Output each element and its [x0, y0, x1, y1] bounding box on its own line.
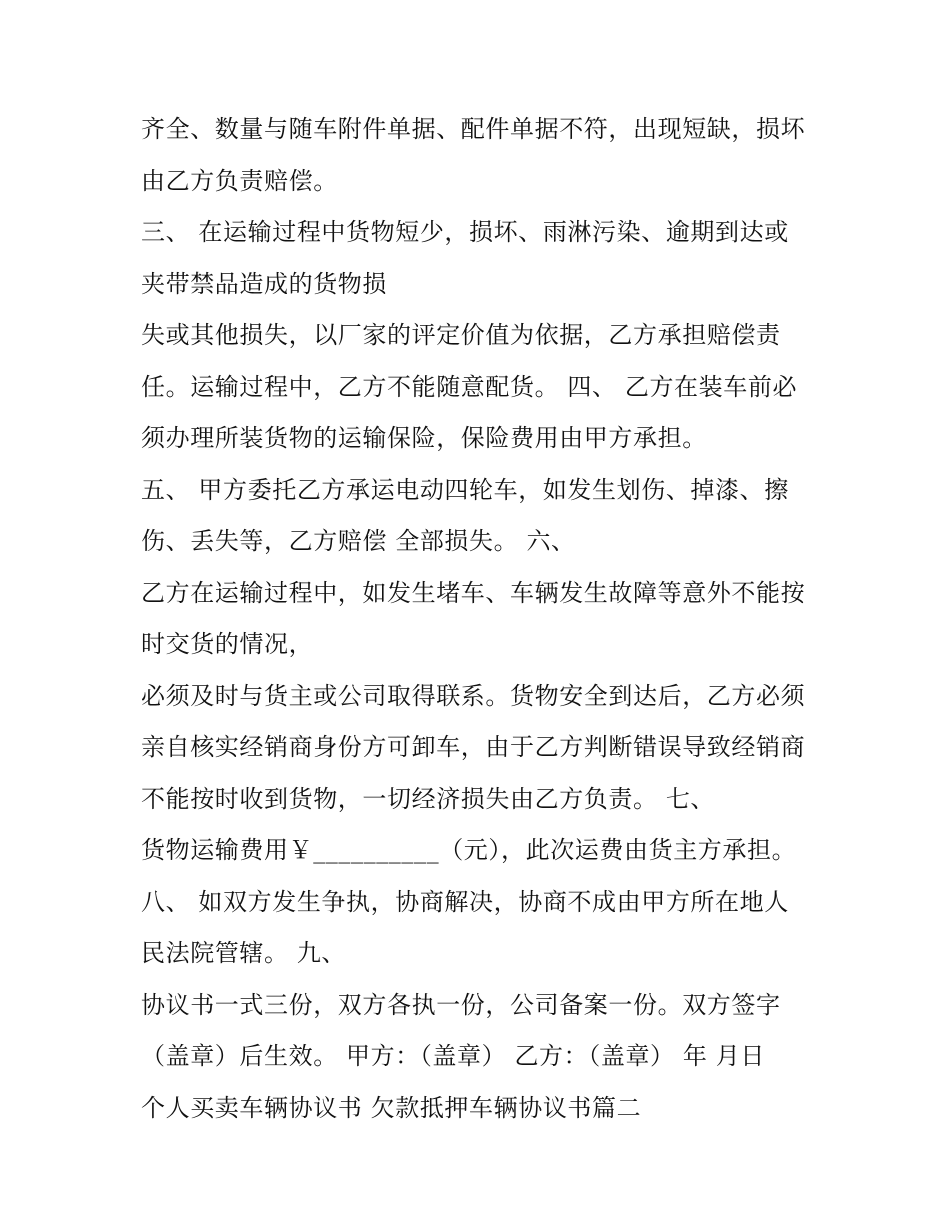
- text-line: 八、 如双方发生争执，协商解决，协商不成由甲方所在地人: [141, 887, 789, 916]
- text-line: 夹带禁品造成的货物损: [141, 269, 387, 298]
- text-line: （盖章）后生效。 甲方：（盖章） 乙方：（盖章） 年 月日: [141, 1042, 765, 1070]
- text-line: 失或其他损失，以厂家的评定价值为依据，乙方承担赔偿责: [141, 321, 781, 349]
- text-line: 须办理所装货物的运输保险，保险费用由甲方承担。: [141, 424, 707, 452]
- text-line: 不能按时收到货物，一切经济损失由乙方负责。 七、: [141, 784, 716, 813]
- text-line: 个人买卖车辆协议书 欠款抵押车辆协议书篇二: [141, 1093, 642, 1122]
- text-line: 齐全、数量与随车附件单据、配件单据不符，出现短缺，损坏: [141, 115, 806, 143]
- text-line: 时交货的情况，: [141, 630, 314, 658]
- text-line: 由乙方负责赔偿。: [141, 166, 338, 195]
- text-line: 乙方在运输过程中，如发生堵车、车辆发生故障等意外不能按: [141, 578, 806, 607]
- text-line: 民法院管辖。 九、: [141, 939, 347, 967]
- text-line: 任。运输过程中，乙方不能随意配货。 四、 乙方在装车前必: [141, 372, 798, 401]
- document-body: [141, 107, 841, 1137]
- text-line: 三、 在运输过程中货物短少，损坏、雨淋污染、逾期到达或: [141, 218, 789, 246]
- text-line: 伤、丢失等，乙方赔偿 全部损失。 六、: [141, 527, 576, 555]
- text-line: 必须及时与货主或公司取得联系。货物安全到达后，乙方必须: [141, 681, 806, 710]
- text-line: 货物运输费用￥__________（元），此次运费由货主方承担。: [141, 836, 797, 864]
- text-line: 五、 甲方委托乙方承运电动四轮车，如发生划伤、掉漆、擦: [141, 475, 789, 504]
- text-line: 协议书一式三份，双方各执一份，公司备案一份。双方签字: [141, 990, 781, 1019]
- text-line: 亲自核实经销商身份方可卸车，由于乙方判断错误导致经销商: [141, 733, 806, 761]
